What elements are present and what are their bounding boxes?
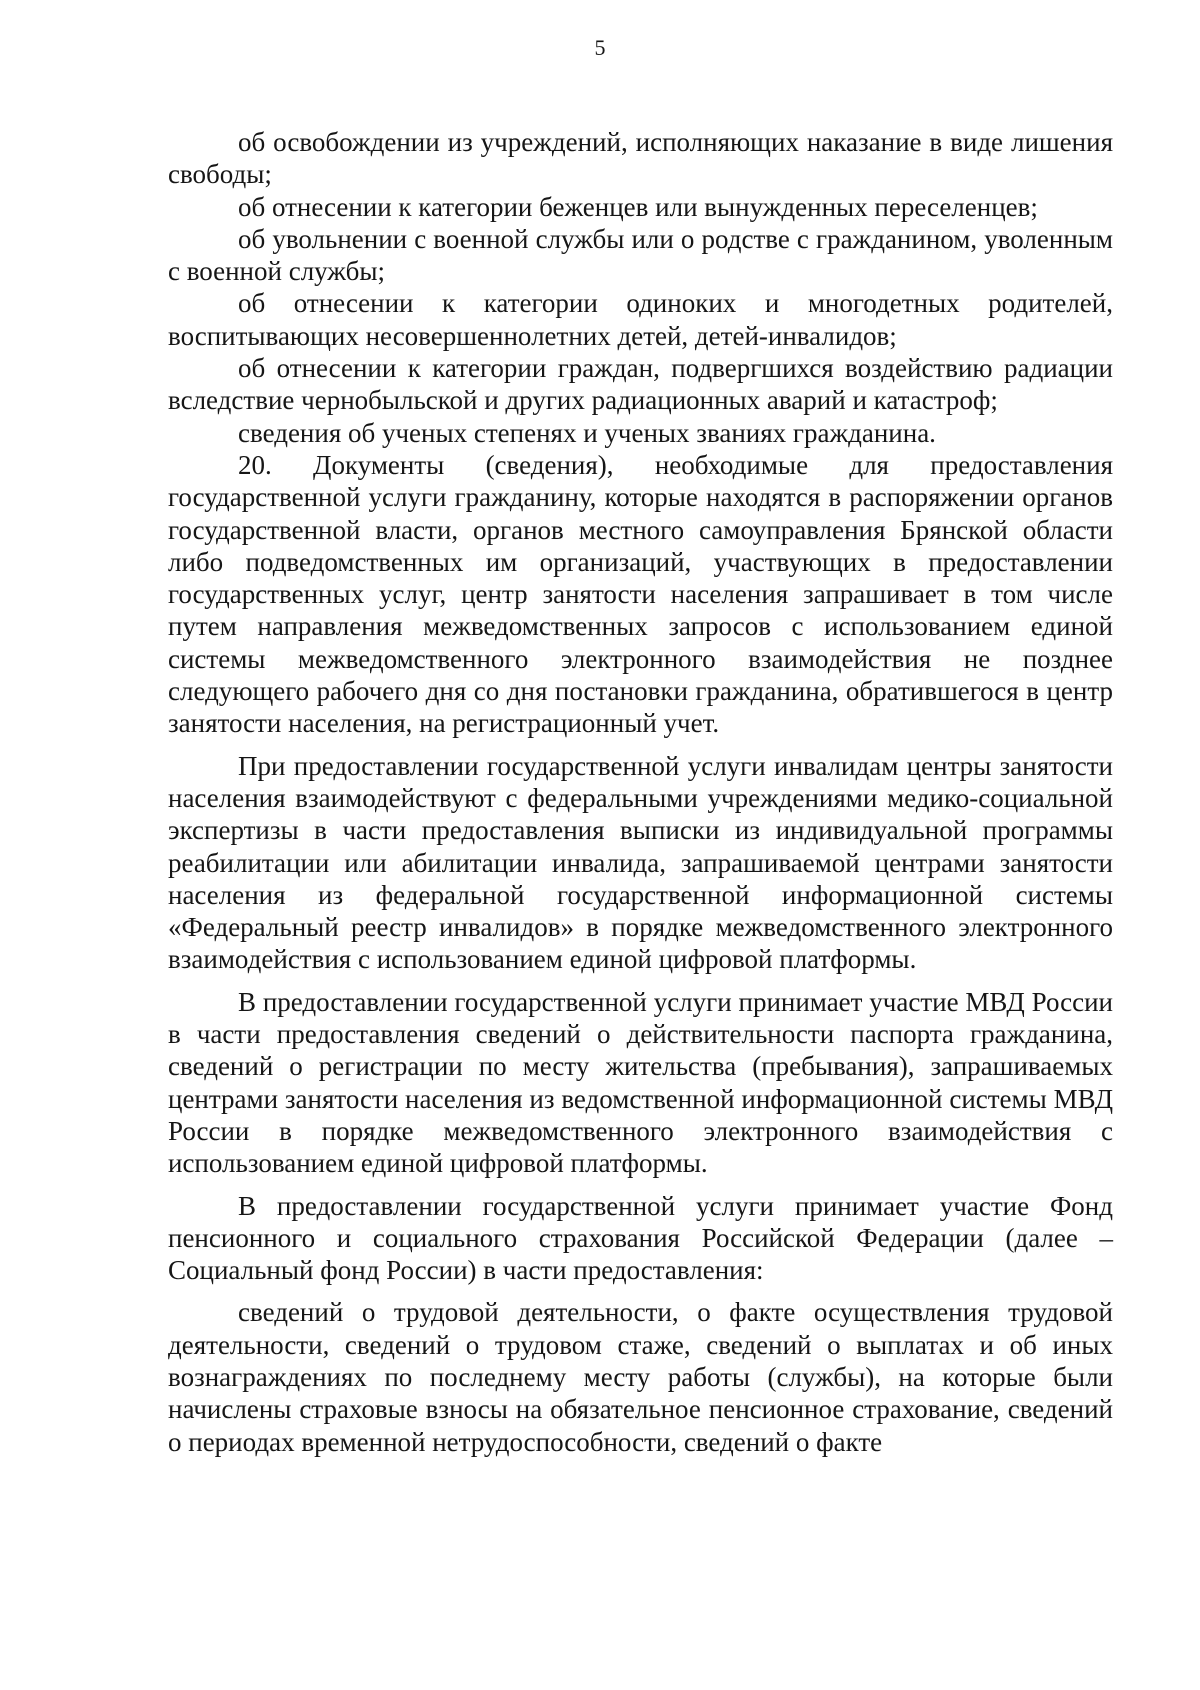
paragraph-7-item-20: 20. Документы (сведения), необходимые для предоставления государственной услуги гражданину, которые находятся в распоряжении органов государственной власти, органов местного самоуправления Брянской области либо подведомственных им организаций, участвующих в предоставлении государственных услуг, центр занятости населения запрашивает в том числе путем направления межведомственных запросов с использованием единой системы межведомственного электронного взаимодействия не позднее следующего рабочего дня со дня постановки гражданина, обратившегося в центр занятости населения, на регистрационный учет. [168, 449, 1113, 739]
paragraph-9: В предоставлении государственной услуги принимает участие МВД России в части предоставления сведений о действительности паспорта гражданина, сведений о регистрации по месту жительства (пребывания), запрашиваемых центрами занятости населения из ведомственной информационной системы МВД России в порядке межведомственного электронного взаимодействия с использованием единой цифровой платформы. [168, 986, 1113, 1179]
page-number: 5 [594, 35, 606, 60]
paragraph-4: об отнесении к категории одиноких и многодетных родителей, воспитывающих несовершеннолетних детей, детей-инвалидов; [168, 288, 1113, 351]
paragraph-5: об отнесении к категории граждан, подвергшихся воздействию радиации вследствие чернобыльской и других радиационных аварий и катастроф; [168, 353, 1113, 416]
paragraph-6: сведения об ученых степенях и ученых званиях гражданина. [238, 417, 936, 448]
paragraph-11: сведений о трудовой деятельности, о факте осуществления трудовой деятельности, сведений о трудовом стаже, сведений о выплатах и об иных вознаграждениях по последнему месту работы (службы), на которые были начислены страховые взносы на обязательное пенсионное страхование, сведений о периодах временной нетрудоспособности, сведений о факте [168, 1297, 1113, 1457]
document-body [168, 126, 1113, 1458]
paragraph-10: В предоставлении государственной услуги принимает участие Фонд пенсионного и социального страхования Российской Федерации (далее – Социальный фонд России) в части предоставления: [168, 1190, 1113, 1286]
paragraph-3: об увольнении с военной службы или о родстве с гражданином, уволенным с военной службы; [168, 223, 1113, 287]
paragraph-2: об отнесении к категории беженцев или вынужденных переселенцев; [238, 191, 1038, 222]
paragraph-8: При предоставлении государственной услуги инвалидам центры занятости населения взаимодействуют с федеральными учреждениями медико-социальной экспертизы в части предоставления выписки из индивидуальной программы реабилитации или абилитации инвалида, запрашиваемой центрами занятости населения из федеральной государственной информационной системы «Федеральный реестр инвалидов» в порядке межведомственного электронного взаимодействия с использованием единой цифровой платформы. [168, 750, 1113, 975]
paragraph-1: об освобождении из учреждений, исполняющих наказание в виде лишения свободы; [168, 127, 1113, 190]
